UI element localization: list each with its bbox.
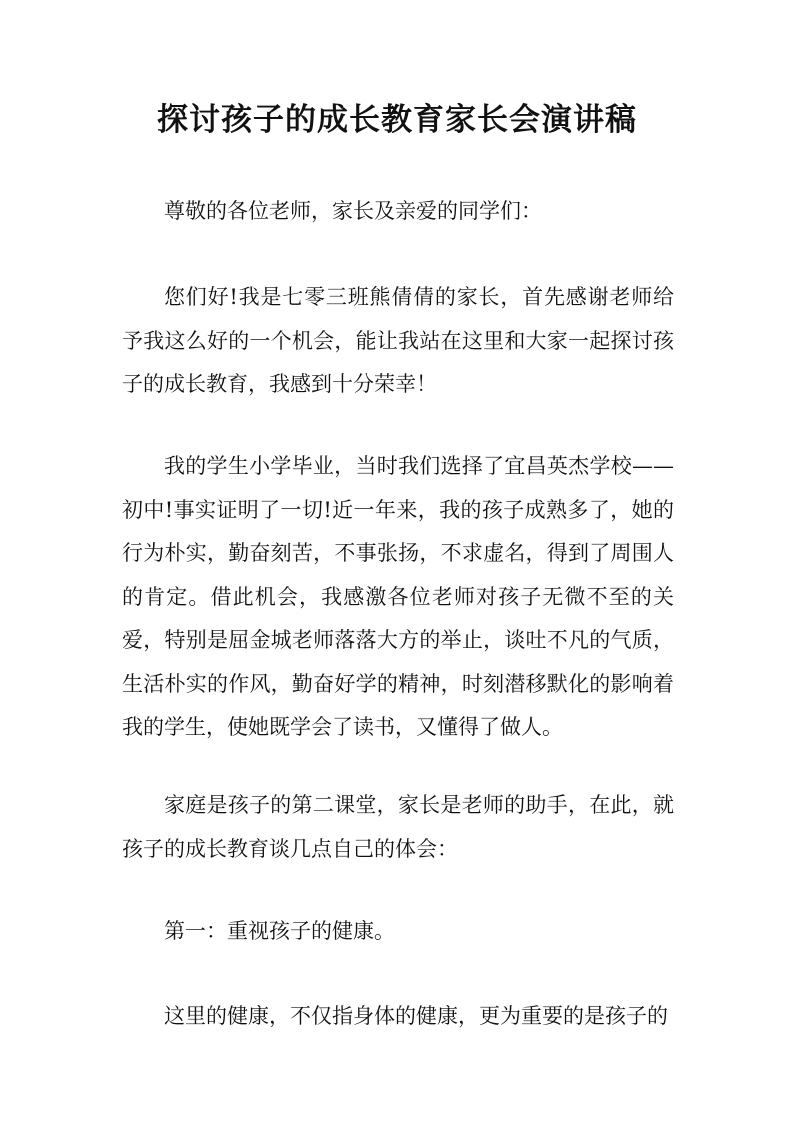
paragraph-health: 这里的健康，不仅指身体的健康，更为重要的是孩子的	[164, 1004, 668, 1028]
paragraph-greeting: 尊敬的各位老师，家长及亲爱的同学们：	[164, 199, 542, 223]
paragraph-family-classroom: 家庭是孩子的第二课堂，家长是老师的助手，在此，就孩子的成长教育谈几点自己的体会：	[122, 793, 674, 861]
paragraph-school-experience: 我的学生小学毕业，当时我们选择了宜昌英杰学校——初中!事实证明了一切!近一年来，我的孩子成熟多了，她的行为朴实，勤奋刻苦，不事张扬，不求虚名，得到了周围人的肯定。借此机会，我感激各位老师对孩子无微不至的关爱，特别是屈金城老师落落大方的举止，谈吐不凡的气质，生活朴实的作风，勤奋好学的精神，时刻潜移默化的影响着我的学生，使她既学会了读书，又懂得了做人。	[122, 454, 674, 739]
paragraph-introduction: 您们好!我是七零三班熊倩倩的家长，首先感谢老师给予我这么好的一个机会，能让我站在这里和大家一起探讨孩子的成长教育，我感到十分荣幸！	[122, 285, 674, 396]
document-title: 探讨孩子的成长教育家长会演讲稿	[157, 102, 637, 138]
paragraph-point-one: 第一：重视孩子的健康。	[164, 919, 395, 943]
